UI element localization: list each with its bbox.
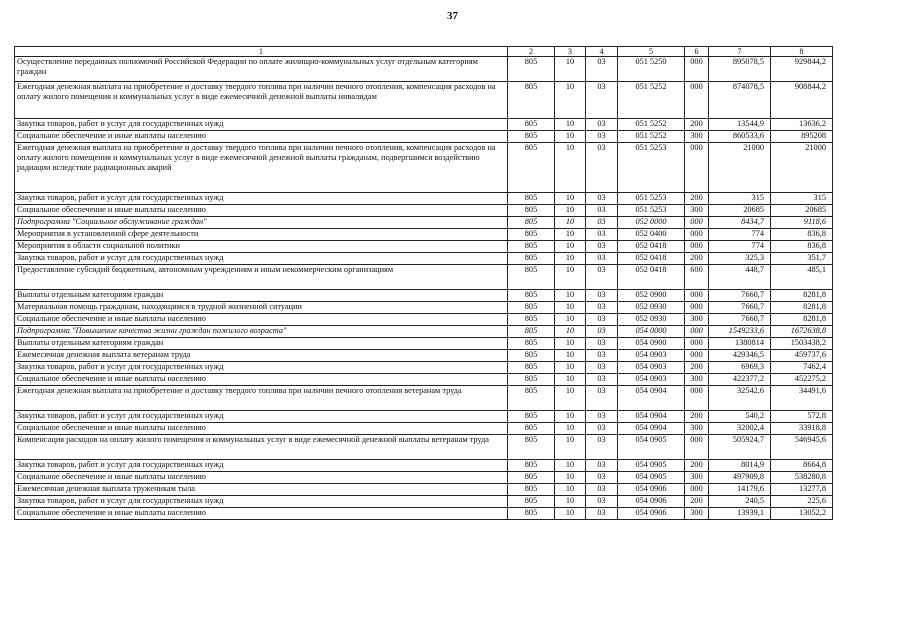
expense-type-cell: 200 bbox=[685, 362, 709, 374]
subsection-code-cell: 03 bbox=[586, 57, 618, 82]
item-name-cell: Закупка товаров, работ и услуг для государственных нужд bbox=[15, 119, 508, 131]
ministry-code-cell: 805 bbox=[508, 82, 555, 119]
target-article-cell: 054 0904 bbox=[618, 411, 685, 423]
item-name-cell: Социальное обеспечение и иные выплаты населению bbox=[15, 508, 508, 520]
section-code-cell: 10 bbox=[555, 423, 586, 435]
amount-year1-cell: 20685 bbox=[709, 205, 771, 217]
item-name-cell: Социальное обеспечение и иные выплаты населению bbox=[15, 472, 508, 484]
section-code-cell: 10 bbox=[555, 241, 586, 253]
item-name-cell: Закупка товаров, работ и услуг для государственных нужд bbox=[15, 460, 508, 472]
subsection-code-cell: 03 bbox=[586, 460, 618, 472]
section-code-cell: 10 bbox=[555, 472, 586, 484]
page-number: 37 bbox=[447, 10, 458, 22]
section-code-cell: 10 bbox=[555, 143, 586, 193]
target-article-cell: 052 0900 bbox=[618, 290, 685, 302]
section-code-cell: 10 bbox=[555, 496, 586, 508]
amount-year1-cell: 315 bbox=[709, 193, 771, 205]
subsection-code-cell: 03 bbox=[586, 362, 618, 374]
expense-type-cell: 300 bbox=[685, 508, 709, 520]
expense-type-cell: 300 bbox=[685, 374, 709, 386]
section-code-cell: 10 bbox=[555, 460, 586, 472]
subsection-code-cell: 03 bbox=[586, 374, 618, 386]
section-code-cell: 10 bbox=[555, 229, 586, 241]
target-article-cell: 051 5253 bbox=[618, 193, 685, 205]
table-row bbox=[15, 472, 833, 484]
header-cell: 8 bbox=[771, 47, 833, 57]
item-name-cell: Выплаты отдельным категориям граждан bbox=[15, 290, 508, 302]
table-row bbox=[15, 386, 833, 411]
subsection-code-cell: 03 bbox=[586, 423, 618, 435]
amount-year1-cell: 21000 bbox=[709, 143, 771, 193]
amount-year2-cell: 836,8 bbox=[771, 241, 833, 253]
header-cell: 3 bbox=[555, 47, 586, 57]
ministry-code-cell: 805 bbox=[508, 131, 555, 143]
amount-year2-cell: 7462,4 bbox=[771, 362, 833, 374]
table-row bbox=[15, 508, 833, 520]
header-cell: 5 bbox=[618, 47, 685, 57]
ministry-code-cell: 805 bbox=[508, 290, 555, 302]
expense-type-cell: 200 bbox=[685, 460, 709, 472]
amount-year1-cell: 874078,5 bbox=[709, 82, 771, 119]
table-row bbox=[15, 423, 833, 435]
expense-type-cell: 200 bbox=[685, 411, 709, 423]
table-row bbox=[15, 82, 833, 119]
header-cell: 2 bbox=[508, 47, 555, 57]
item-name-cell: Социальное обеспечение и иные выплаты населению bbox=[15, 205, 508, 217]
amount-year2-cell: 13052,2 bbox=[771, 508, 833, 520]
amount-year2-cell: 13277,8 bbox=[771, 484, 833, 496]
table-row bbox=[15, 205, 833, 217]
target-article-cell: 054 0905 bbox=[618, 472, 685, 484]
table-row bbox=[15, 217, 833, 229]
ministry-code-cell: 805 bbox=[508, 229, 555, 241]
target-article-cell: 052 0400 bbox=[618, 229, 685, 241]
amount-year2-cell: 13636,2 bbox=[771, 119, 833, 131]
amount-year1-cell: 325,3 bbox=[709, 253, 771, 265]
subsection-code-cell: 03 bbox=[586, 265, 618, 290]
amount-year1-cell: 240,5 bbox=[709, 496, 771, 508]
amount-year2-cell: 538280,8 bbox=[771, 472, 833, 484]
amount-year2-cell: 908844,2 bbox=[771, 82, 833, 119]
section-code-cell: 10 bbox=[555, 374, 586, 386]
expense-type-cell: 000 bbox=[685, 302, 709, 314]
amount-year1-cell: 6969,3 bbox=[709, 362, 771, 374]
expense-type-cell: 300 bbox=[685, 472, 709, 484]
table-row bbox=[15, 57, 833, 82]
table-row bbox=[15, 119, 833, 131]
section-code-cell: 10 bbox=[555, 205, 586, 217]
amount-year2-cell: 929844,2 bbox=[771, 57, 833, 82]
expense-type-cell: 300 bbox=[685, 314, 709, 326]
subsection-code-cell: 03 bbox=[586, 143, 618, 193]
header-cell: 7 bbox=[709, 47, 771, 57]
expense-type-cell: 000 bbox=[685, 435, 709, 460]
amount-year2-cell: 21000 bbox=[771, 143, 833, 193]
subsection-code-cell: 03 bbox=[586, 119, 618, 131]
amount-year2-cell: 8281,8 bbox=[771, 302, 833, 314]
expense-type-cell: 600 bbox=[685, 265, 709, 290]
item-name-cell: Ежегодная денежная выплата на приобретение и доставку твердого топлива при наличии печного отопления, компенсация расходов на оплату жилого помещения и коммунальных услуг в виде ежемесячной денежной выплаты инвалидам bbox=[15, 82, 508, 119]
section-code-cell: 10 bbox=[555, 131, 586, 143]
header-cell: 4 bbox=[586, 47, 618, 57]
amount-year2-cell: 225,6 bbox=[771, 496, 833, 508]
section-code-cell: 10 bbox=[555, 57, 586, 82]
header-row bbox=[15, 47, 833, 57]
ministry-code-cell: 805 bbox=[508, 411, 555, 423]
expense-type-cell: 200 bbox=[685, 496, 709, 508]
subsection-code-cell: 03 bbox=[586, 290, 618, 302]
amount-year1-cell: 860533,6 bbox=[709, 131, 771, 143]
target-article-cell: 054 0900 bbox=[618, 338, 685, 350]
table-row bbox=[15, 302, 833, 314]
section-code-cell: 10 bbox=[555, 119, 586, 131]
amount-year2-cell: 8664,8 bbox=[771, 460, 833, 472]
amount-year2-cell: 1503438,2 bbox=[771, 338, 833, 350]
target-article-cell: 054 0000 bbox=[618, 326, 685, 338]
section-code-cell: 10 bbox=[555, 484, 586, 496]
amount-year2-cell: 459737,6 bbox=[771, 350, 833, 362]
item-name-cell: Материальная помощь гражданам, находящимся в трудной жизненной ситуации bbox=[15, 302, 508, 314]
amount-year1-cell: 8434,7 bbox=[709, 217, 771, 229]
target-article-cell: 052 0418 bbox=[618, 265, 685, 290]
header-cell: 1 bbox=[15, 47, 508, 57]
subsection-code-cell: 03 bbox=[586, 82, 618, 119]
target-article-cell: 052 0000 bbox=[618, 217, 685, 229]
ministry-code-cell: 805 bbox=[508, 374, 555, 386]
section-code-cell: 10 bbox=[555, 290, 586, 302]
ministry-code-cell: 805 bbox=[508, 338, 555, 350]
subsection-code-cell: 03 bbox=[586, 350, 618, 362]
expense-type-cell: 300 bbox=[685, 423, 709, 435]
target-article-cell: 052 0418 bbox=[618, 253, 685, 265]
target-article-cell: 054 0905 bbox=[618, 460, 685, 472]
amount-year1-cell: 32542,6 bbox=[709, 386, 771, 411]
subsection-code-cell: 03 bbox=[586, 253, 618, 265]
subsection-code-cell: 03 bbox=[586, 386, 618, 411]
amount-year1-cell: 13544,9 bbox=[709, 119, 771, 131]
ministry-code-cell: 805 bbox=[508, 241, 555, 253]
item-name-cell: Выплаты отдельным категориям граждан bbox=[15, 338, 508, 350]
table-row bbox=[15, 374, 833, 386]
section-code-cell: 10 bbox=[555, 386, 586, 411]
amount-year1-cell: 32002,4 bbox=[709, 423, 771, 435]
amount-year2-cell: 836,8 bbox=[771, 229, 833, 241]
amount-year2-cell: 452275,2 bbox=[771, 374, 833, 386]
expense-type-cell: 300 bbox=[685, 131, 709, 143]
table-row bbox=[15, 314, 833, 326]
table-row bbox=[15, 411, 833, 423]
item-name-cell: Ежемесячная денежная выплата труженикам тыла bbox=[15, 484, 508, 496]
amount-year2-cell: 546945,6 bbox=[771, 435, 833, 460]
section-code-cell: 10 bbox=[555, 314, 586, 326]
budget-table bbox=[14, 46, 833, 520]
ministry-code-cell: 805 bbox=[508, 193, 555, 205]
expense-type-cell: 000 bbox=[685, 143, 709, 193]
subsection-code-cell: 03 bbox=[586, 302, 618, 314]
target-article-cell: 051 5253 bbox=[618, 205, 685, 217]
section-code-cell: 10 bbox=[555, 193, 586, 205]
item-name-cell: Социальное обеспечение и иные выплаты населению bbox=[15, 423, 508, 435]
item-name-cell: Ежегодная денежная выплата на приобретение и доставку твердого топлива при наличии печного отопления ветеранам труда bbox=[15, 386, 508, 411]
table-row bbox=[15, 253, 833, 265]
amount-year2-cell: 8281,8 bbox=[771, 314, 833, 326]
target-article-cell: 054 0906 bbox=[618, 484, 685, 496]
section-code-cell: 10 bbox=[555, 326, 586, 338]
ministry-code-cell: 805 bbox=[508, 119, 555, 131]
header-cell: 6 bbox=[685, 47, 709, 57]
item-name-cell: Социальное обеспечение и иные выплаты населению bbox=[15, 131, 508, 143]
item-name-cell: Осуществление переданных полномочий Российской Федерации по оплате жилищно-коммунальных услуг отдельным категориям граждан bbox=[15, 57, 508, 82]
item-name-cell: Закупка товаров, работ и услуг для государственных нужд bbox=[15, 496, 508, 508]
ministry-code-cell: 805 bbox=[508, 217, 555, 229]
target-article-cell: 054 0903 bbox=[618, 374, 685, 386]
table-row bbox=[15, 460, 833, 472]
expense-type-cell: 000 bbox=[685, 350, 709, 362]
ministry-code-cell: 805 bbox=[508, 265, 555, 290]
target-article-cell: 051 5250 bbox=[618, 57, 685, 82]
target-article-cell: 054 0904 bbox=[618, 386, 685, 411]
table-row bbox=[15, 362, 833, 374]
target-article-cell: 054 0906 bbox=[618, 508, 685, 520]
subsection-code-cell: 03 bbox=[586, 131, 618, 143]
amount-year1-cell: 497909,8 bbox=[709, 472, 771, 484]
ministry-code-cell: 805 bbox=[508, 435, 555, 460]
subsection-code-cell: 03 bbox=[586, 496, 618, 508]
expense-type-cell: 000 bbox=[685, 326, 709, 338]
section-code-cell: 10 bbox=[555, 350, 586, 362]
amount-year2-cell: 34491,6 bbox=[771, 386, 833, 411]
subsection-code-cell: 03 bbox=[586, 472, 618, 484]
item-name-cell: Компенсация расходов на оплату жилого помещения и коммунальных услуг в виде ежемесячной денежной выплаты ветеранам труда bbox=[15, 435, 508, 460]
target-article-cell: 054 0904 bbox=[618, 423, 685, 435]
item-name-cell: Социальное обеспечение и иные выплаты населению bbox=[15, 314, 508, 326]
table-row bbox=[15, 290, 833, 302]
section-code-cell: 10 bbox=[555, 338, 586, 350]
section-code-cell: 10 bbox=[555, 302, 586, 314]
amount-year1-cell: 13939,1 bbox=[709, 508, 771, 520]
target-article-cell: 051 5252 bbox=[618, 82, 685, 119]
table-row bbox=[15, 496, 833, 508]
section-code-cell: 10 bbox=[555, 253, 586, 265]
amount-year1-cell: 774 bbox=[709, 229, 771, 241]
subsection-code-cell: 03 bbox=[586, 435, 618, 460]
expense-type-cell: 200 bbox=[685, 193, 709, 205]
expense-type-cell: 000 bbox=[685, 241, 709, 253]
ministry-code-cell: 805 bbox=[508, 460, 555, 472]
subsection-code-cell: 03 bbox=[586, 229, 618, 241]
table-row bbox=[15, 229, 833, 241]
target-article-cell: 054 0903 bbox=[618, 350, 685, 362]
amount-year2-cell: 20685 bbox=[771, 205, 833, 217]
item-name-cell: Мероприятия в установленной сфере деятельности bbox=[15, 229, 508, 241]
section-code-cell: 10 bbox=[555, 411, 586, 423]
section-code-cell: 10 bbox=[555, 265, 586, 290]
target-article-cell: 051 5252 bbox=[618, 131, 685, 143]
expense-type-cell: 000 bbox=[685, 229, 709, 241]
item-name-cell: Закупка товаров, работ и услуг для государственных нужд bbox=[15, 411, 508, 423]
expense-type-cell: 000 bbox=[685, 484, 709, 496]
subsection-code-cell: 03 bbox=[586, 484, 618, 496]
target-article-cell: 054 0905 bbox=[618, 435, 685, 460]
amount-year1-cell: 14179,6 bbox=[709, 484, 771, 496]
subsection-code-cell: 03 bbox=[586, 411, 618, 423]
ministry-code-cell: 805 bbox=[508, 362, 555, 374]
expense-type-cell: 000 bbox=[685, 82, 709, 119]
item-name-cell: Мероприятия в области социальной политики bbox=[15, 241, 508, 253]
item-name-cell: Подпрограмма "Повышение качества жизни граждан пожилого возраста" bbox=[15, 326, 508, 338]
table-row bbox=[15, 265, 833, 290]
expense-type-cell: 000 bbox=[685, 217, 709, 229]
ministry-code-cell: 805 bbox=[508, 386, 555, 411]
amount-year1-cell: 429346,5 bbox=[709, 350, 771, 362]
ministry-code-cell: 805 bbox=[508, 205, 555, 217]
subsection-code-cell: 03 bbox=[586, 326, 618, 338]
item-name-cell: Социальное обеспечение и иные выплаты населению bbox=[15, 374, 508, 386]
ministry-code-cell: 805 bbox=[508, 57, 555, 82]
amount-year1-cell: 1380814 bbox=[709, 338, 771, 350]
ministry-code-cell: 805 bbox=[508, 314, 555, 326]
subsection-code-cell: 03 bbox=[586, 508, 618, 520]
table-row bbox=[15, 241, 833, 253]
item-name-cell: Предоставление субсидий бюджетным, автономным учреждениям и иным некоммерческим организациям bbox=[15, 265, 508, 290]
item-name-cell: Закупка товаров, работ и услуг для государственных нужд bbox=[15, 362, 508, 374]
target-article-cell: 052 0930 bbox=[618, 314, 685, 326]
section-code-cell: 10 bbox=[555, 435, 586, 460]
amount-year2-cell: 9118,6 bbox=[771, 217, 833, 229]
amount-year1-cell: 774 bbox=[709, 241, 771, 253]
subsection-code-cell: 03 bbox=[586, 314, 618, 326]
item-name-cell: Закупка товаров, работ и услуг для государственных нужд bbox=[15, 253, 508, 265]
ministry-code-cell: 805 bbox=[508, 253, 555, 265]
amount-year2-cell: 895208 bbox=[771, 131, 833, 143]
amount-year2-cell: 1672638,8 bbox=[771, 326, 833, 338]
item-name-cell: Ежемесячная денежная выплата ветеранам труда bbox=[15, 350, 508, 362]
ministry-code-cell: 805 bbox=[508, 350, 555, 362]
ministry-code-cell: 805 bbox=[508, 496, 555, 508]
amount-year2-cell: 572,8 bbox=[771, 411, 833, 423]
ministry-code-cell: 805 bbox=[508, 472, 555, 484]
amount-year1-cell: 7660,7 bbox=[709, 302, 771, 314]
table-row bbox=[15, 484, 833, 496]
ministry-code-cell: 805 bbox=[508, 508, 555, 520]
amount-year2-cell: 485,1 bbox=[771, 265, 833, 290]
table-row bbox=[15, 131, 833, 143]
expense-type-cell: 200 bbox=[685, 253, 709, 265]
amount-year1-cell: 7660,7 bbox=[709, 314, 771, 326]
expense-type-cell: 000 bbox=[685, 290, 709, 302]
ministry-code-cell: 805 bbox=[508, 423, 555, 435]
target-article-cell: 052 0418 bbox=[618, 241, 685, 253]
ministry-code-cell: 805 bbox=[508, 484, 555, 496]
ministry-code-cell: 805 bbox=[508, 143, 555, 193]
target-article-cell: 051 5252 bbox=[618, 119, 685, 131]
table-row bbox=[15, 143, 833, 193]
table-row bbox=[15, 193, 833, 205]
item-name-cell: Закупка товаров, работ и услуг для государственных нужд bbox=[15, 193, 508, 205]
amount-year1-cell: 540,2 bbox=[709, 411, 771, 423]
subsection-code-cell: 03 bbox=[586, 205, 618, 217]
subsection-code-cell: 03 bbox=[586, 338, 618, 350]
subsection-code-cell: 03 bbox=[586, 193, 618, 205]
item-name-cell: Ежегодная денежная выплата на приобретение и доставку твердого топлива при наличии печного отопления, компенсация расходов на оплату жилого помещения и коммунальных услуг в виде ежемесячной денежной выплаты гражданам, подвергшимся воздействию радиации вследствие радиационных аварий bbox=[15, 143, 508, 193]
target-article-cell: 052 0930 bbox=[618, 302, 685, 314]
amount-year1-cell: 505924,7 bbox=[709, 435, 771, 460]
expense-type-cell: 000 bbox=[685, 338, 709, 350]
table-row bbox=[15, 338, 833, 350]
expense-type-cell: 300 bbox=[685, 205, 709, 217]
amount-year1-cell: 1549233,6 bbox=[709, 326, 771, 338]
item-name-cell: Подпрограмма "Социальное обслуживание граждан" bbox=[15, 217, 508, 229]
amount-year2-cell: 33918,8 bbox=[771, 423, 833, 435]
table-row bbox=[15, 350, 833, 362]
section-code-cell: 10 bbox=[555, 217, 586, 229]
amount-year2-cell: 8281,8 bbox=[771, 290, 833, 302]
subsection-code-cell: 03 bbox=[586, 217, 618, 229]
amount-year1-cell: 7660,7 bbox=[709, 290, 771, 302]
expense-type-cell: 000 bbox=[685, 386, 709, 411]
expense-type-cell: 200 bbox=[685, 119, 709, 131]
target-article-cell: 051 5253 bbox=[618, 143, 685, 193]
target-article-cell: 054 0903 bbox=[618, 362, 685, 374]
section-code-cell: 10 bbox=[555, 362, 586, 374]
subsection-code-cell: 03 bbox=[586, 241, 618, 253]
amount-year2-cell: 315 bbox=[771, 193, 833, 205]
amount-year2-cell: 351,7 bbox=[771, 253, 833, 265]
table-row bbox=[15, 435, 833, 460]
amount-year1-cell: 895078,5 bbox=[709, 57, 771, 82]
ministry-code-cell: 805 bbox=[508, 326, 555, 338]
target-article-cell: 054 0906 bbox=[618, 496, 685, 508]
amount-year1-cell: 422377,2 bbox=[709, 374, 771, 386]
expense-type-cell: 000 bbox=[685, 57, 709, 82]
section-code-cell: 10 bbox=[555, 82, 586, 119]
table-row bbox=[15, 326, 833, 338]
amount-year1-cell: 8014,9 bbox=[709, 460, 771, 472]
section-code-cell: 10 bbox=[555, 508, 586, 520]
ministry-code-cell: 805 bbox=[508, 302, 555, 314]
amount-year1-cell: 448,7 bbox=[709, 265, 771, 290]
